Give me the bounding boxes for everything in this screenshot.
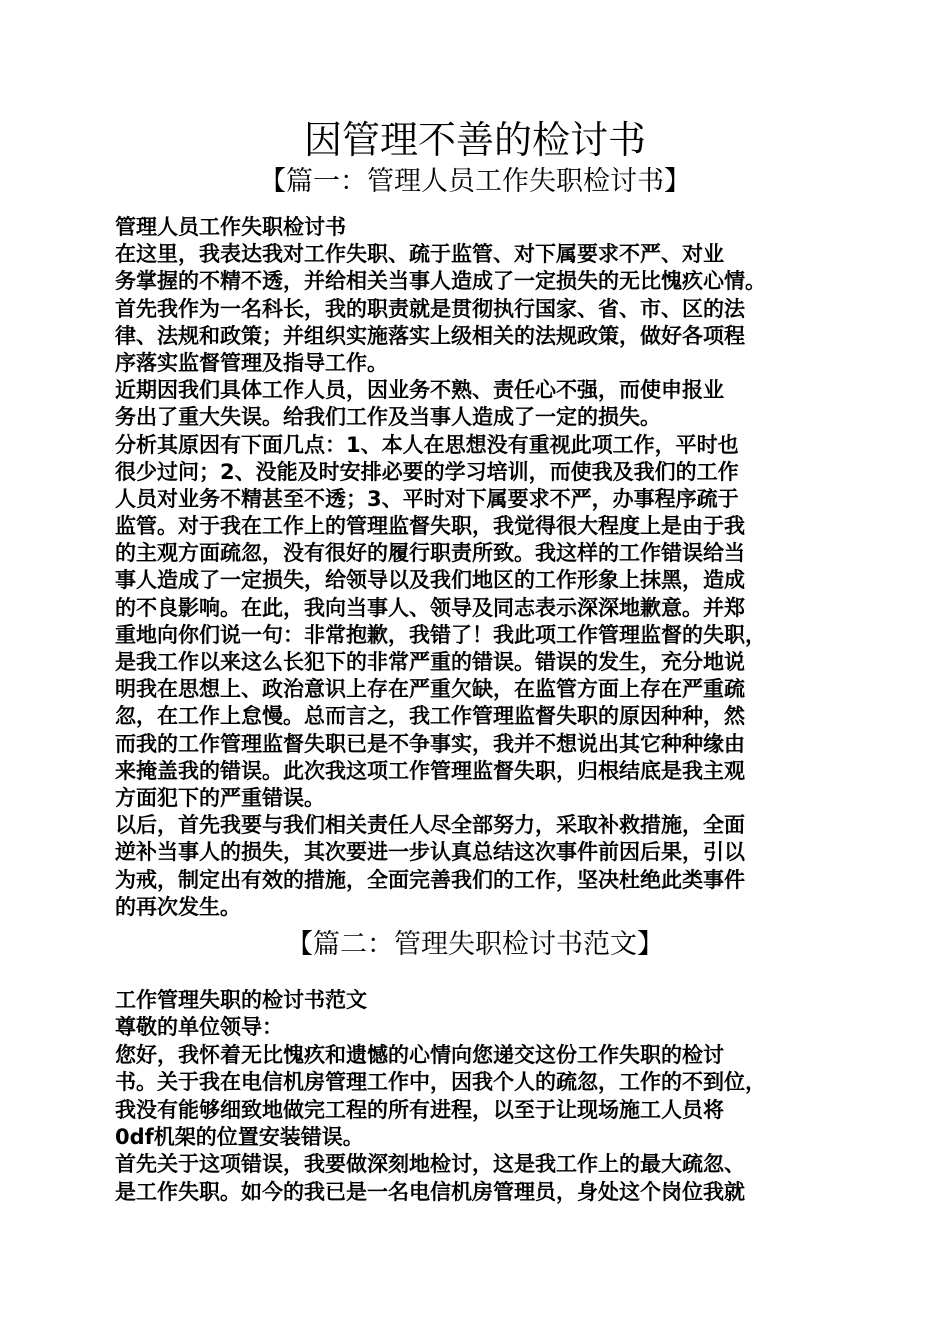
part1-heading: 【篇一：管理人员工作失职检讨书】	[259, 166, 691, 197]
part1-line: 的再次发生。	[115, 894, 241, 919]
part2-line: 0df机架的位置安装错误。	[115, 1124, 364, 1149]
part1-line: 为戒，制定出有效的措施，全面完善我们的工作，坚决杜绝此类事件	[115, 867, 745, 892]
part2-line: 我没有能够细致地做完工程的所有进程，以至于让现场施工人员将	[115, 1097, 724, 1122]
part1-line: 首先我作为一名科长，我的职责就是贯彻执行国家、省、市、区的法	[115, 296, 745, 321]
part2-line: 首先关于这项错误，我要做深刻地检讨，这是我工作上的最大疏忽、	[115, 1152, 745, 1177]
part1-line: 务掌握的不精不透，并给相关当事人造成了一定损失的无比愧疚心情。	[115, 269, 766, 294]
part1-body	[115, 214, 843, 921]
part1-line: 在这里，我表达我对工作失职、疏于监管、对下属要求不严、对业	[115, 242, 724, 267]
part1-line: 律、法规和政策；并组织实施落实上级相关的法规政策，做好各项程	[115, 323, 745, 348]
part2-line: 工作管理失职的检讨书范文	[115, 988, 367, 1012]
part2-line: 是工作失职。如今的我已是一名电信机房管理员，身处这个岗位我就	[115, 1179, 745, 1204]
part1-line: 的不良影响。在此，我向当事人、领导及同志表示深深地歉意。并郑	[115, 595, 745, 620]
part1-line: 逆补当事人的损失，其次要进一步认真总结这次事件前因后果，引以	[115, 840, 745, 865]
part2-line: 尊敬的单位领导：	[115, 1015, 283, 1040]
part1-line: 很少过问；2、没能及时安排必要的学习培训，而使我及我们的工作	[115, 459, 739, 484]
part2-body	[115, 987, 843, 1206]
part1-line: 重地向你们说一句：非常抱歉，我错了！我此项工作管理监督的失职，	[115, 622, 766, 647]
part1-line: 方面犯下的严重错误。	[115, 785, 325, 810]
part1-line: 事人造成了一定损失，给领导以及我们地区的工作形象上抹黑，造成	[115, 568, 745, 593]
part1-line: 来掩盖我的错误。此次我这项工作管理监督失职，归根结底是我主观	[115, 758, 745, 783]
part1-line: 忽，在工作上怠慢。总而言之，我工作管理监督失职的原因种种，然	[115, 704, 745, 729]
part1-line: 管理人员工作失职检讨书	[115, 215, 346, 239]
part1-line: 监管。对于我在工作上的管理监督失职，我觉得很大程度上是由于我	[115, 514, 745, 539]
part2-heading: 【篇二：管理失职检讨书范文】	[286, 929, 664, 960]
part1-line: 人员对业务不精甚至不透；3、平时对下属要求不严，办事程序疏于	[115, 486, 739, 511]
part1-line: 序落实监督管理及指导工作。	[115, 350, 388, 375]
document-title: 因管理不善的检讨书	[303, 118, 646, 162]
part1-line: 近期因我们具体工作人员，因业务不熟、责任心不强，而使申报业	[115, 378, 724, 403]
part1-line: 分析其原因有下面几点：1、本人在思想没有重视此项工作，平时也	[115, 432, 739, 457]
part2-line: 您好，我怀着无比愧疚和遗憾的心情向您递交这份工作失职的检讨	[115, 1042, 724, 1067]
part1-line: 的主观方面疏忽，没有很好的履行职责所致。我这样的工作错误给当	[115, 541, 745, 566]
part1-line: 务出了重大失误。给我们工作及当事人造成了一定的损失。	[115, 405, 661, 430]
part2-line: 书。关于我在电信机房管理工作中，因我个人的疏忽，工作的不到位，	[115, 1070, 766, 1095]
part1-line: 明我在思想上、政治意识上存在严重欠缺，在监管方面上存在严重疏	[115, 677, 745, 702]
part1-line: 而我的工作管理监督失职已是不争事实，我并不想说出其它种种缘由	[115, 731, 745, 756]
part1-line: 以后，首先我要与我们相关责任人尽全部努力，采取补救措施，全面	[115, 813, 745, 838]
part1-line: 是我工作以来这么长犯下的非常严重的错误。错误的发生，充分地说	[115, 650, 745, 674]
